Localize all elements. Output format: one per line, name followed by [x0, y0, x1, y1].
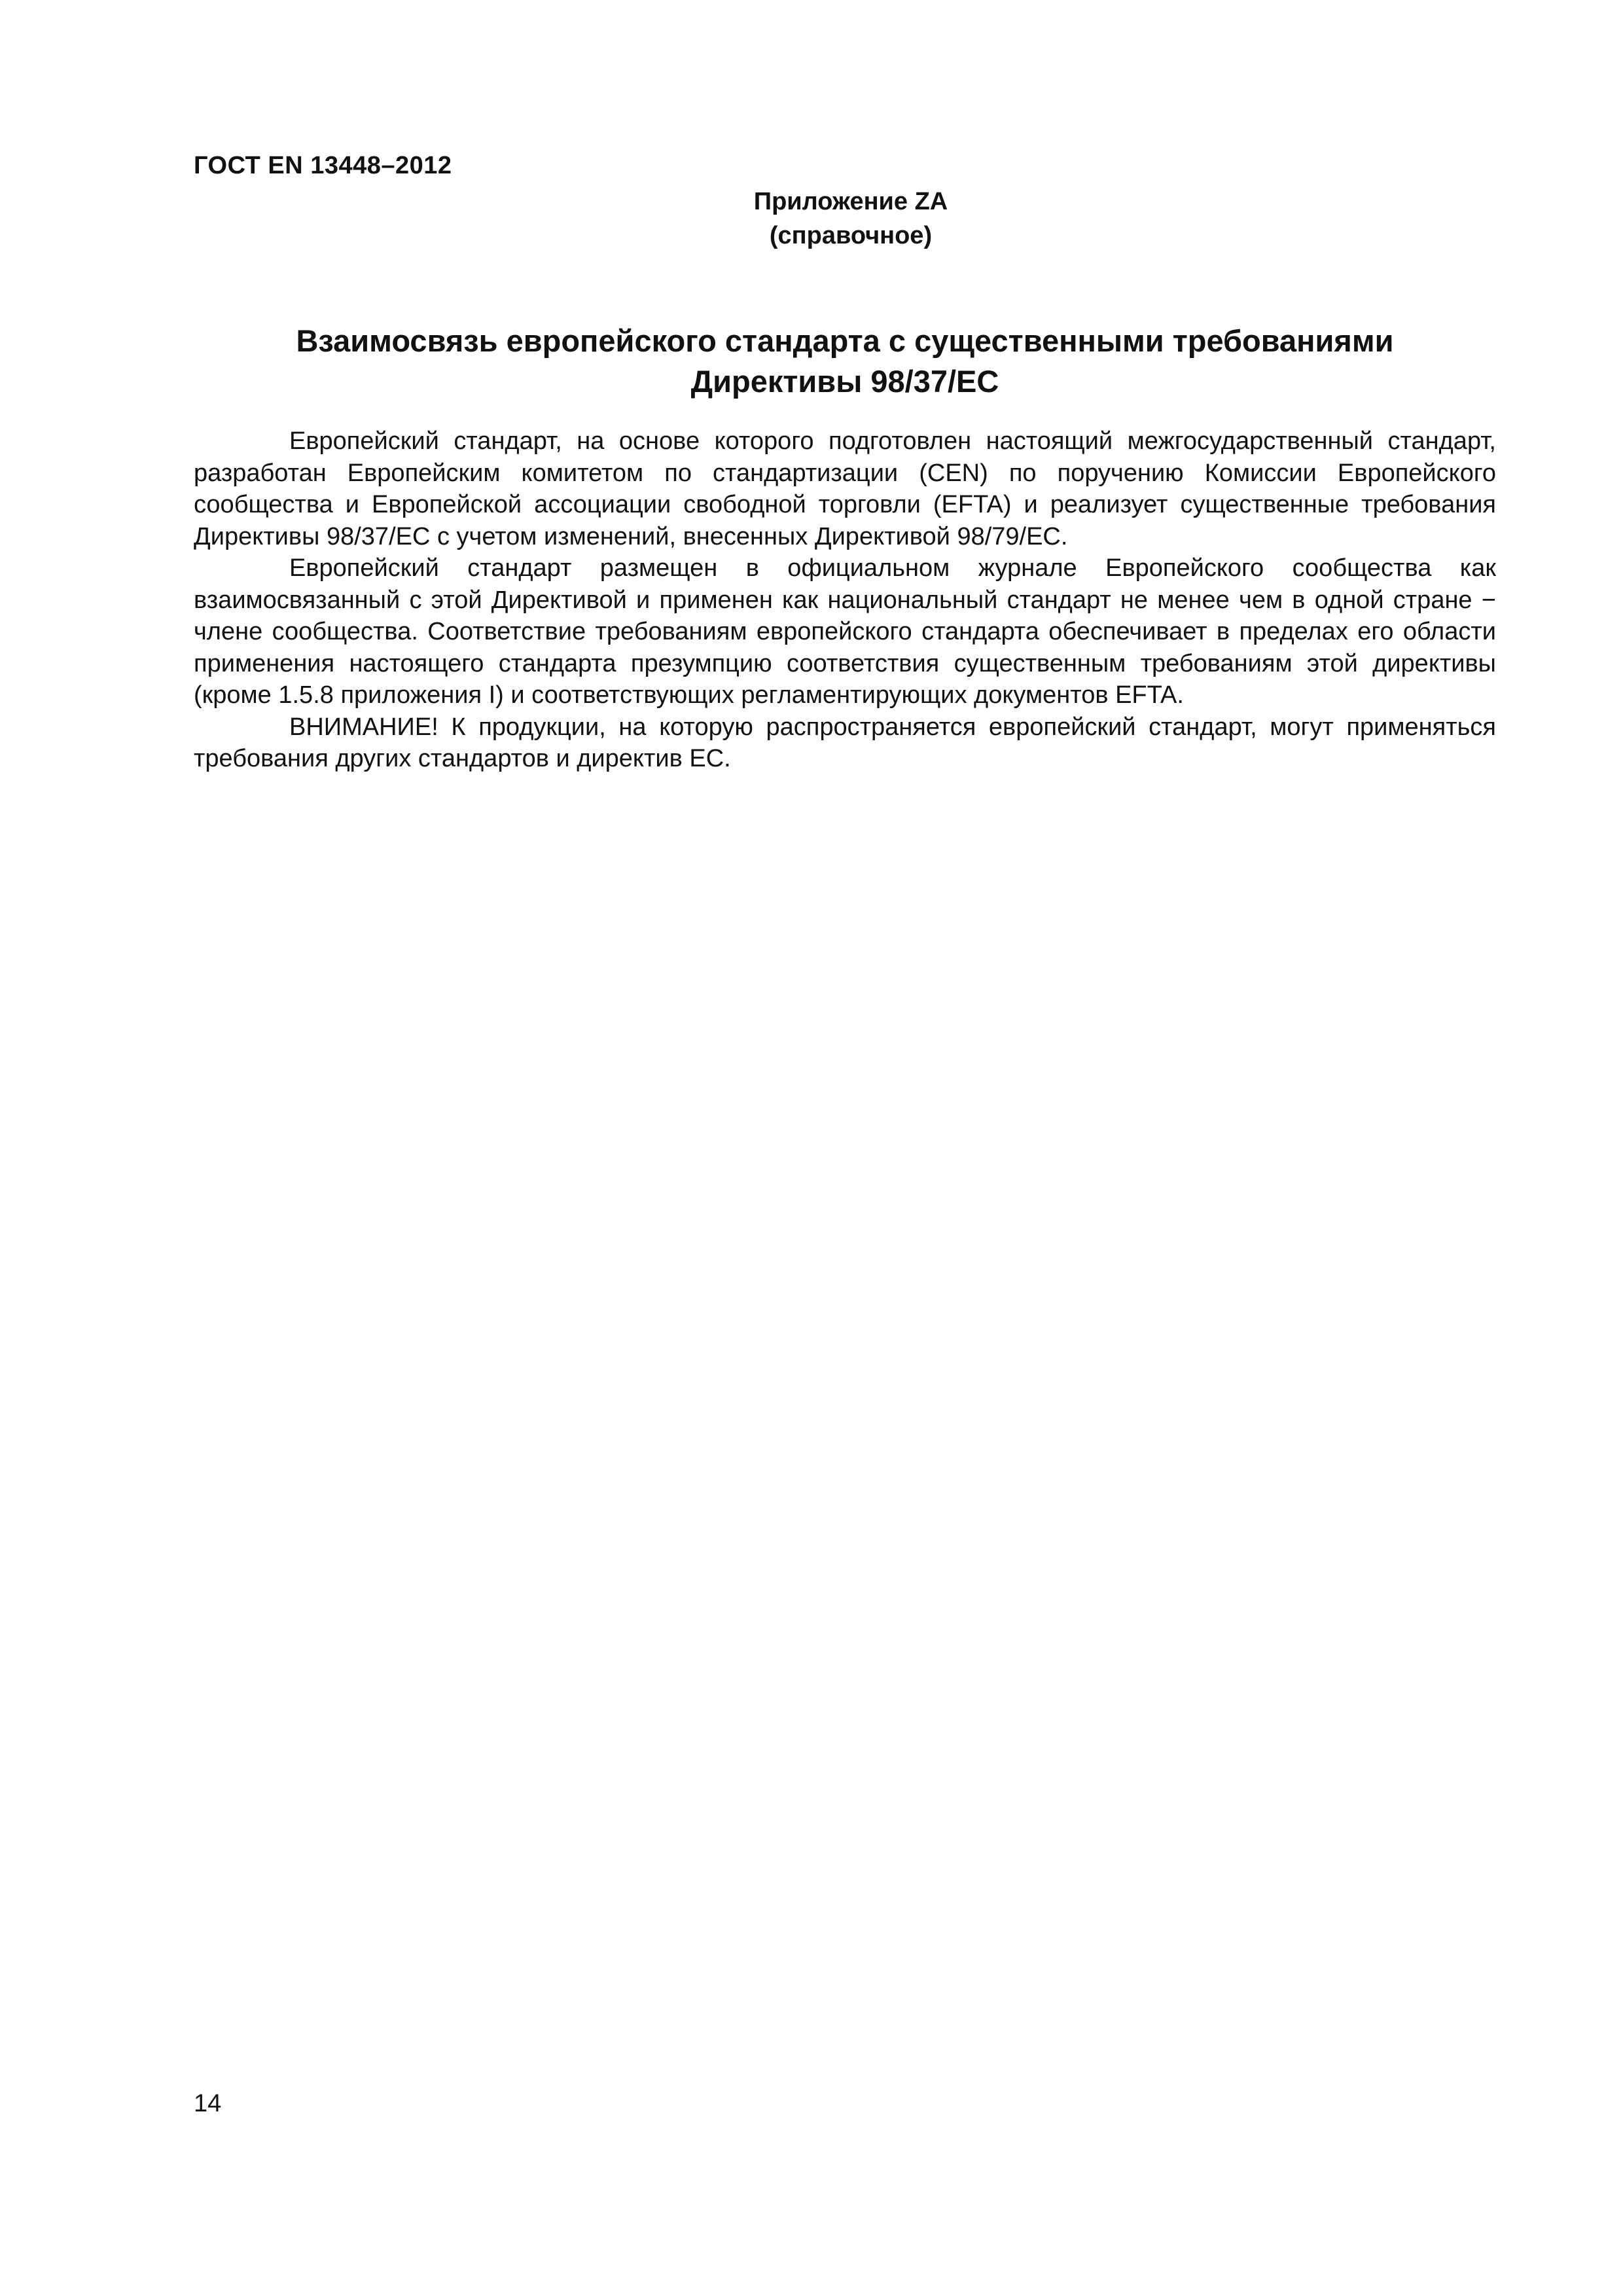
paragraph-2: Европейский стандарт размещен в официальном журнале Европейского сообщества как взаимосвязанный с этой Директивой и применен как национальный стандарт не менее чем в одной стране − члене сообщества. Соответствие требованиям европейского стандарта обеспечивает в пределах его области применения настоящего стандарта презумпцию соответствия существенным требованиям этой директивы (кроме 1.5.8 приложения I) и соответствующих регламентирующих документов EFTA. — [194, 554, 1496, 709]
standard-code-header: ГОСТ EN 13448–2012 — [194, 152, 452, 179]
annex-heading — [654, 185, 1047, 253]
annex-status: (справочное) — [769, 222, 933, 249]
annex-title — [194, 321, 1496, 402]
annex-title-line-2: Директивы 98/37/EC — [690, 364, 999, 399]
paragraph-3: ВНИМАНИЕ! К продукции, на которую распространяется европейский стандарт, могут применяться требования других стандартов и директив ЕС. — [194, 713, 1496, 772]
annex-title-line-1: Взаимосвязь европейского стандарта с существенными требованиями — [296, 323, 1394, 358]
paragraph-1: Европейский стандарт, на основе которого подготовлен настоящий межгосударственный стандарт, разработан Европейским комитетом по стандартизации (CEN) по поручению Комиссии Европейского сообщества и Европейской ассоциации свободной торговли (EFTA) и реализует существенные требования Директивы 98/37/EC с учетом изменений, внесенных Директивой 98/79/EC. — [194, 427, 1496, 550]
annex-label: Приложение ZA — [753, 188, 948, 215]
body-text — [194, 425, 1496, 775]
page-number: 14 — [194, 2090, 222, 2117]
